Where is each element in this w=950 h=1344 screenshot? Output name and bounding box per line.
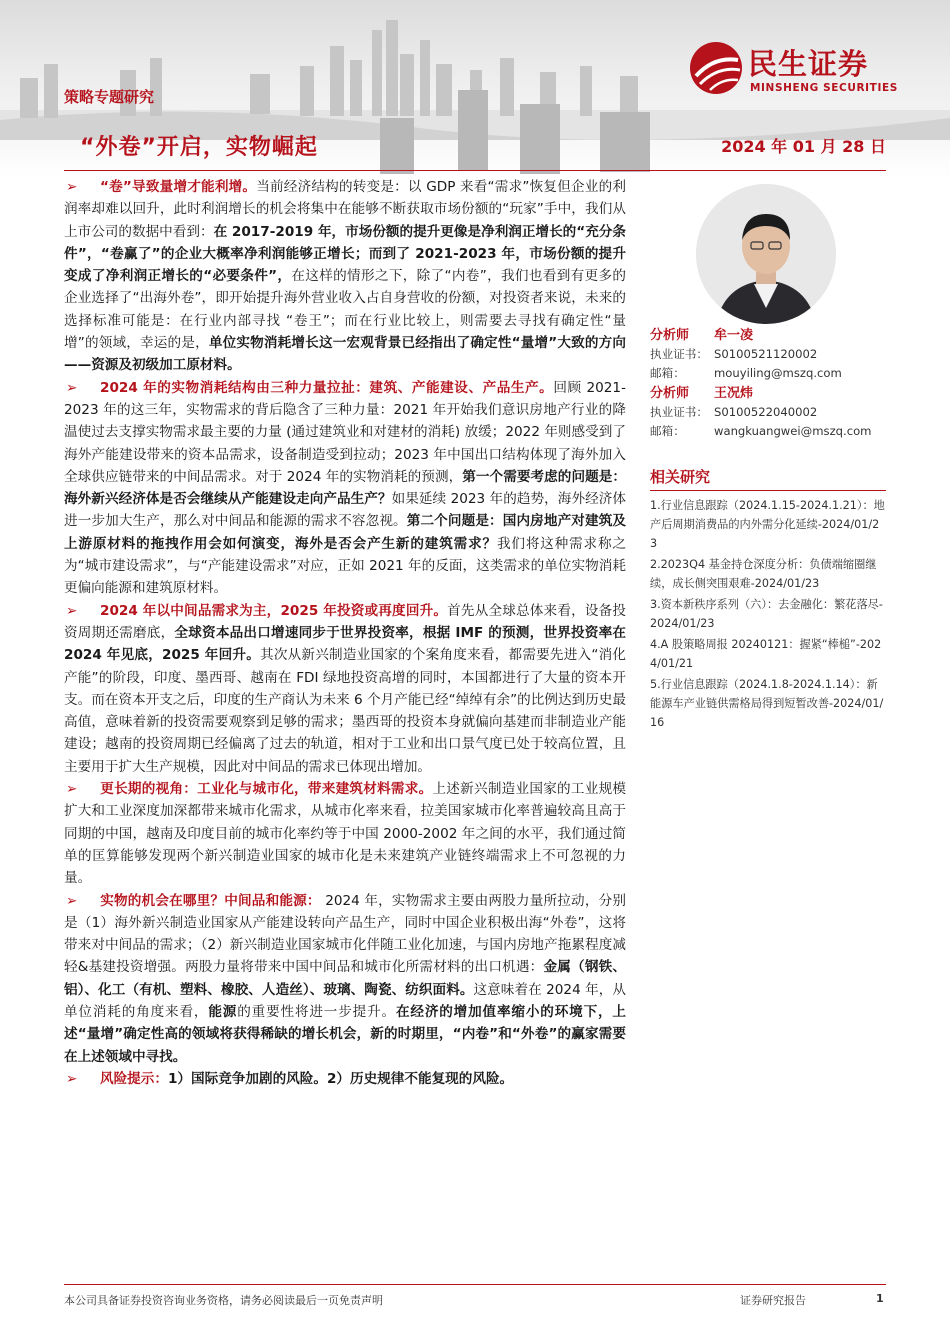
analyst-email[interactable]: mouyiling@mszq.com	[714, 366, 842, 380]
company-logo	[688, 40, 928, 100]
minsheng-logo-icon	[688, 40, 744, 96]
paragraph-text: 1）国际竞争加剧的风险。2）历史规律不能复现的风险。	[167, 1070, 514, 1087]
related-item[interactable]: 2.2023Q4 基金持仓深度分析：负债端缩圈继续，成长侧突围艰难-2024/01/23	[650, 558, 877, 590]
analyst-card-2	[650, 384, 886, 441]
paragraph-text: 在这样的情形之下，除了“内卷”，我们也看到有更多的企业选择了“出海外卷”，即开始提升海外营业收入占自身营收的份额，对投资者来说，未来的选择标准可能是：在行业内部寻找 “卷王”；而在行业比较上，则需要去寻找有确定性“量增”的领域，幸运的是，	[64, 268, 626, 352]
paragraph-text: 2024 年，实物需求主要由两股力量所拉动，分别是（1）海外新兴制造业国家从产能建设转向产品生产，同时中国企业积极出海“外卷”，这将带来对中间品的需求；（2）新兴制造业国家城市化伴随工业化加速，与国内房地产拖累程度减轻&基建投资增强。两股力量将带来中国中间品和城市化所需材料的出口机遇：	[64, 892, 626, 976]
paragraph-text: 回顾 2021-2023 年的这三年，实物需求的背后隐含了三种力量：2021 年开始我们意识房地产行业的降温使过去支撑实物需求最主要的力量 (通过建筑业和对建材的消耗) 放缓；2022 年则感受到了海外产能建设带来的资本品需求，设备制造受到拉动；2023 年中国出口结构体现了海外加入全球供应链带来的中间品需求。对于 2024 年的实物消耗的预测，	[64, 379, 626, 485]
cert-label: 执业证书：	[650, 405, 708, 419]
paragraph-text: 当前经济结构的转变是：以 GDP 来看“需求”恢复但企业的利润率却难以回升，此时利润增长的机会将集中在能够不断获取市场份额的“玩家”手中，我们从上市公司的数据中看到：	[64, 179, 626, 240]
analyst-role: 分析师	[650, 328, 690, 343]
body-paragraph	[64, 600, 626, 778]
paragraph-text: 能源	[208, 1003, 238, 1020]
report-category: 策略专题研究	[64, 88, 155, 106]
analyst-email[interactable]: wangkuangwei@mszq.com	[714, 424, 872, 438]
paragraph-text: 单位实物消耗增长这一宏观背景已经指出了确定性“量增”大致的方向——资源及初级加工原材料。	[64, 335, 626, 374]
email-label: 邮箱：	[650, 366, 685, 380]
bullet-arrow-icon: ➢	[66, 379, 78, 396]
paragraph-text: 金属（钢铁、铝）、化工（有机、塑料、橡胶、人造丝）、玻璃、陶瓷、纺织面料。	[64, 959, 627, 998]
paragraph-text: 在经济的增加值率缩小的环境下，上述“量增”确定性高的领域将获得稀缺的增长机会，新的时期里，“内卷”和“外卷”的赢家需要在上述领域中寻找。	[64, 1003, 627, 1065]
bullet-arrow-icon: ➢	[66, 602, 78, 619]
paragraph-text: 我们将这种需求称之为“城市建设需求”，与“产能建设需求”对应，正如 2021 年的反面，这类需求的单位实物消耗更偏向能源和建筑原材料。	[64, 535, 627, 597]
analyst-portrait-icon	[696, 184, 836, 324]
header-banner	[0, 0, 950, 178]
paragraph-heading: 风险提示：	[100, 1070, 168, 1087]
related-research-list	[650, 496, 886, 734]
main-content	[64, 176, 626, 1090]
paragraph-text: 第二个问题是：国内房地产对建筑及上游原材料的拖拽作用会如何演变，海外是否会产生新的建筑需求？	[64, 513, 627, 552]
related-item[interactable]: 3.资本新秩序系列（六）：去金融化：繁花落尽-2024/01/23	[650, 598, 883, 630]
paragraph-text: 其次从新兴制造业国家的个案角度来看，都需要先进入“消化产能”的阶段，印度、墨西哥、越南在 FDI 绿地投资高增的同时，本国都进行了大量的资本开支。而在资本开支之后，印度的生产商认为未来 6 个月产能已经“绰绰有余”的比例达到历史最高值，意味着新的投资需要观察到足够的需求；墨西哥的投资本身就偏向基建而非制造业产能建设；越南的投资周期已经偏离了过去的轨道，相对于工业和出口景气度已处于较高位置，且主要用于扩大生产规模，因此对中间品的需求已体现出增加。	[64, 647, 627, 775]
paragraph-heading: 2024 年的实物消耗结构由三种力量拉扯：建筑、产能建设、产品生产。	[100, 379, 554, 396]
paragraph-text: 首先从全球总体来看，设备投资周期还需磨底，	[64, 602, 627, 641]
related-divider	[650, 490, 886, 491]
paragraph-text: 上述新兴制造业国家的工业规模扩大和工业深度加深都带来城市化需求，从城市化率来看，拉美国家城市化率普遍较高且高于同期的中国，越南及印度目前的城市化率约等于中国 2000-2002 年之间的水平，我们通过简单的匡算能够发现两个新兴制造业国家的城市化是未来建筑产业链终端需求上不可忽视的力量。	[64, 781, 627, 887]
paragraph-heading: “卷”导致量增才能利增。	[100, 179, 257, 195]
related-research-title: 相关研究	[650, 468, 711, 486]
paragraph-heading: 更长期的视角：工业化与城市化，带来建筑材料需求。	[100, 781, 433, 798]
report-title: “外卷”开启，实物崛起	[80, 135, 318, 160]
paragraph-heading: 实物的机会在哪里？中间品和能源：	[100, 892, 321, 909]
cert-number: S0100522040002	[714, 405, 818, 419]
logo-chinese-name: 民生证券	[748, 47, 869, 81]
cert-label: 执业证书：	[650, 347, 708, 361]
analyst-name: 牟一凌	[714, 328, 754, 343]
paragraph-text: 全球资本品出口增速同步于世界投资率，根据 IMF 的预测，世界投资率在 2024 年见底，2025 年回升。	[64, 624, 627, 664]
related-item[interactable]: 1.行业信息跟踪（2024.1.15-2024.1.21）：地产后周期消费品的内外需分化延续-2024/01/23	[650, 499, 885, 550]
body-paragraph	[64, 377, 626, 600]
bullet-arrow-icon: ➢	[66, 892, 78, 909]
paragraph-text: 的重要性将进一步提升。	[237, 1003, 396, 1020]
body-paragraph	[64, 778, 626, 889]
paragraph-text: 在 2017-2019 年，市场份额的提升更像是净利润正增长的“充分条件”，“卷赢了”的企业大概率净利润能够正增长；而到了 2021-2023 年，市场份额的提升变成了净利润正增长的“必要条件”，	[64, 223, 626, 285]
analyst-name: 王况炜	[714, 386, 754, 401]
page-number: 1	[876, 1292, 884, 1305]
email-label: 邮箱：	[650, 424, 685, 438]
analyst-photo	[696, 184, 836, 324]
paragraph-text: 这意味着在 2024 年，从单位消耗的角度来看，	[64, 981, 626, 1020]
report-date: 2024 年 01 月 28 日	[721, 137, 886, 156]
body-paragraph	[64, 890, 626, 1068]
body-paragraph	[64, 1068, 626, 1090]
related-item[interactable]: 5.行业信息跟踪（2024.1.8-2024.1.14）：新能源车产业链供需格局得到短暂改善-2024/01/16	[650, 678, 884, 729]
analyst-role: 分析师	[650, 386, 690, 401]
paragraph-heading: 2024 年以中间品需求为主，2025 年投资或再度回升。	[100, 602, 448, 619]
footer-doc-type: 证券研究报告	[740, 1294, 806, 1307]
paragraph-text: 如果延续 2023 年的趋势，海外经济体进一步加大生产，那么对中间品和能源的需求不容忽视。	[64, 491, 626, 530]
cert-number: S0100521120002	[714, 347, 818, 361]
footer-divider	[64, 1284, 886, 1285]
bullet-arrow-icon: ➢	[66, 1070, 78, 1087]
bullet-arrow-icon: ➢	[66, 781, 78, 798]
related-item[interactable]: 4.A 股策略周报 20240121：握紧“棒槌”-2024/01/21	[650, 638, 882, 670]
paragraph-text: 第一个需要考虑的问题是：海外新兴经济体是否会继续从产能建设走向产品生产？	[64, 468, 626, 508]
logo-english-name: MINSHENG SECURITIES	[750, 82, 898, 94]
body-paragraph	[64, 176, 626, 377]
analyst-card-1	[650, 326, 886, 383]
header-divider	[64, 170, 886, 171]
footer-disclaimer: 本公司具备证券投资咨询业务资格，请务必阅读最后一页免责声明	[64, 1294, 383, 1307]
bullet-arrow-icon: ➢	[66, 179, 78, 195]
